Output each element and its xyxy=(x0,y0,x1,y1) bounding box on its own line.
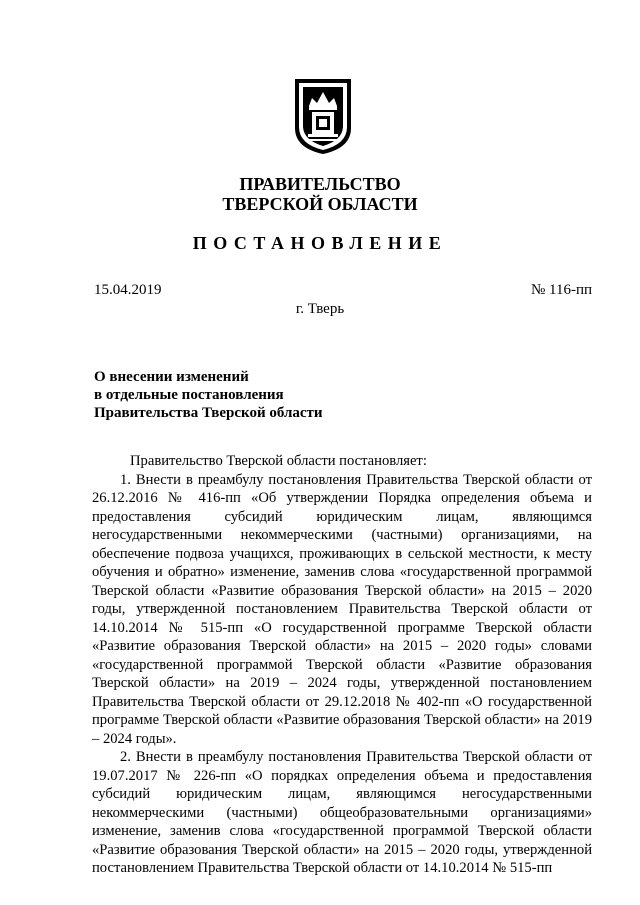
document-subject xyxy=(94,368,323,422)
document-body xyxy=(92,452,592,878)
document-date: 15.04.2019 xyxy=(94,282,162,298)
body-paragraph-1: 1. Внести в преамбулу постановления Правительства Тверской области от 26.12.2016 № 416-пп «Об утверждении Порядка определения объема и предоставления субсидий юридическим лицам, являющимся негосударственными некоммерческими (частными) организациями, на обеспечение подвоза учащихся, проживающих в сельской местности, к месту обучения и обратно» изменение, заменив слова «государственной программой Тверской области «Развитие образования Тверской области» на 2015 – 2020 годы, утвержденной постановлением Правительства Тверской области от 14.10.2014 № 515-пп «О государственной программе Тверской области «Развитие образования Тверской области» на 2015 – 2020 годы» словами «государственной программой Тверской области «Развитие образования Тверской области» на 2019 – 2024 годы, утвержденной постановлением Правительства Тверской области от 29.12.2018 № 402-пп «О государственной программе Тверской области «Развитие образования Тверской области» на 2019 – 2024 годы». xyxy=(92,471,592,747)
tver-coat-of-arms-emblem xyxy=(292,76,354,156)
document-number: № 116-пп xyxy=(530,282,592,298)
document-city: г. Тверь xyxy=(295,301,345,317)
subject-line3: Правительства Тверской области xyxy=(94,405,323,421)
subject-line1: О внесении изменений xyxy=(94,369,249,385)
subject-line2: в отдельные постановления xyxy=(94,387,284,403)
body-paragraph-2: 2. Внести в преамбулу постановления Правительства Тверской области от 19.07.2017 № 226-пп «О порядках определения объема и предоставления субсидий юридическим лицам, являющимся негосударственными некоммерческими (частными) общеобразовательными организациями» изменение, заменив слова «государственной программой Тверской области «Развитие образования Тверской области» на 2015 – 2020 годы, утвержденной постановлением Правительства Тверской области от 14.10.2014 № 515-пп xyxy=(92,749,592,876)
body-intro: Правительство Тверской области постановляет: xyxy=(130,453,427,469)
organization-name-line1: ПРАВИТЕЛЬСТВО xyxy=(239,174,401,194)
organization-name-line2: ТВЕРСКОЙ ОБЛАСТИ xyxy=(222,194,418,214)
document-type-title: ПОСТАНОВЛЕНИЕ xyxy=(192,233,448,253)
